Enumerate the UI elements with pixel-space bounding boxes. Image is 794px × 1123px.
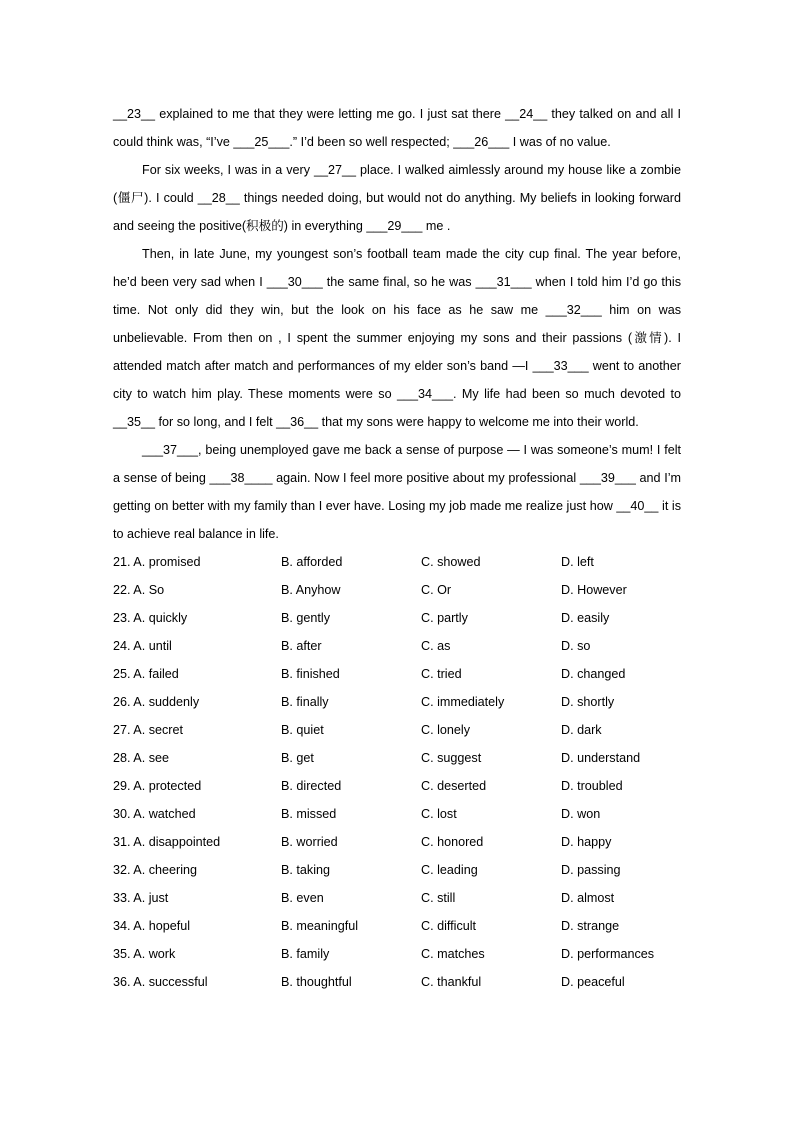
option-d: D. performances <box>561 947 655 961</box>
passage-paragraph-2: For six weeks, I was in a very __27__ place. I walked aimlessly around my house like a zombie (僵尸). I could __28__ things needed doing, but would not do anything. My beliefs in looking forward and seeing the positive(积极的) in everything ___29___ me . <box>113 163 681 233</box>
option-c: C. matches <box>421 947 485 961</box>
option-a: 29. A. protected <box>113 779 202 793</box>
option-c: C. deserted <box>421 779 487 793</box>
option-d: D. almost <box>561 891 615 905</box>
option-c: C. still <box>421 891 456 905</box>
question-row <box>113 912 681 940</box>
option-a: 22. A. So <box>113 583 165 597</box>
option-a: 32. A. cheering <box>113 863 198 877</box>
option-a: 25. A. failed <box>113 667 179 681</box>
option-d: D. happy <box>561 835 612 849</box>
passage-paragraph-4: ___37___, being unemployed gave me back a sense of purpose — I was someone’s mum! I felt a sense of being ___38____ again. Now I feel more positive about my professional ___39___ and I’m getting on better with my family than I ever have. Losing my job made me realize just how __40__ it is to achieve real balance in life. <box>113 443 681 541</box>
option-a: 34. A. hopeful <box>113 919 191 933</box>
option-d: D. troubled <box>561 779 623 793</box>
option-b: B. gently <box>281 611 331 625</box>
option-b: B. worried <box>281 835 338 849</box>
question-row <box>113 968 681 996</box>
option-a: 35. A. work <box>113 947 176 961</box>
question-row <box>113 548 681 576</box>
question-row <box>113 576 681 604</box>
option-d: D. changed <box>561 667 626 681</box>
option-b: B. thoughtful <box>281 975 352 989</box>
option-c: C. thankful <box>421 975 482 989</box>
option-b: B. taking <box>281 863 331 877</box>
question-row <box>113 604 681 632</box>
option-c: C. Or <box>421 583 452 597</box>
question-row <box>113 772 681 800</box>
option-c: C. tried <box>421 667 462 681</box>
option-a: 30. A. watched <box>113 807 196 821</box>
option-a: 36. A. successful <box>113 975 208 989</box>
option-d: D. so <box>561 639 591 653</box>
option-b: B. finally <box>281 695 329 709</box>
option-c: C. difficult <box>421 919 477 933</box>
option-d: D. left <box>561 555 594 569</box>
passage-paragraph-3: Then, in late June, my youngest son’s football team made the city cup final. The year before, he’d been very sad when I ___30___ the same final, so he was ___31___ when I told him I’d go this time. Not only did they win, but the look on his face as he saw me ___32___ him on was unbelievable. From then on , I spent the summer enjoying my sons and their passions (激情). I attended match after match and performances of my elder son’s band —I ___33___ went to another city to watch him play. These moments were so ___34___. My life had been so much devoted to __35__ for so long, and I felt __36__ that my sons were happy to welcome me into their world. <box>113 247 681 429</box>
question-row <box>113 632 681 660</box>
option-d: D. easily <box>561 611 610 625</box>
option-d: D. However <box>561 583 627 597</box>
option-a: 31. A. disappointed <box>113 835 221 849</box>
option-a: 23. A. quickly <box>113 611 188 625</box>
question-row <box>113 828 681 856</box>
option-b: B. Anyhow <box>281 583 341 597</box>
option-a: 21. A. promised <box>113 555 201 569</box>
option-d: D. peaceful <box>561 975 625 989</box>
option-b: B. directed <box>281 779 342 793</box>
question-row <box>113 940 681 968</box>
question-row <box>113 856 681 884</box>
option-d: D. passing <box>561 863 621 877</box>
option-c: C. suggest <box>421 751 482 765</box>
option-b: B. family <box>281 947 330 961</box>
option-d: D. understand <box>561 751 641 765</box>
answer-options-list <box>113 548 681 996</box>
option-a: 24. A. until <box>113 639 172 653</box>
question-row <box>113 884 681 912</box>
cloze-passage <box>113 100 681 548</box>
option-b: B. meaningful <box>281 919 359 933</box>
option-a: 26. A. suddenly <box>113 695 200 709</box>
option-c: C. lost <box>421 807 457 821</box>
question-row <box>113 688 681 716</box>
passage-paragraph-1: __23__ explained to me that they were letting me go. I just sat there __24__ they talked on and all I could think was, “I’ve ___25___.” I’d been so well respected; ___26___ I was of no value. <box>113 107 681 149</box>
option-b: B. missed <box>281 807 337 821</box>
option-c: C. immediately <box>421 695 505 709</box>
question-row <box>113 660 681 688</box>
question-row <box>113 716 681 744</box>
option-c: C. leading <box>421 863 478 877</box>
question-row <box>113 800 681 828</box>
option-d: D. won <box>561 807 601 821</box>
option-d: D. shortly <box>561 695 615 709</box>
option-a: 28. A. see <box>113 751 170 765</box>
option-c: C. partly <box>421 611 468 625</box>
option-c: C. honored <box>421 835 484 849</box>
option-c: C. showed <box>421 555 481 569</box>
option-b: B. even <box>281 891 324 905</box>
option-b: B. afforded <box>281 555 343 569</box>
option-b: B. after <box>281 639 322 653</box>
document-page <box>113 100 681 996</box>
option-c: C. lonely <box>421 723 470 737</box>
option-b: B. finished <box>281 667 340 681</box>
question-row <box>113 744 681 772</box>
option-b: B. get <box>281 751 314 765</box>
option-b: B. quiet <box>281 723 324 737</box>
option-a: 27. A. secret <box>113 723 184 737</box>
option-c: C. as <box>421 639 451 653</box>
option-a: 33. A. just <box>113 891 169 905</box>
option-d: D. strange <box>561 919 620 933</box>
option-d: D. dark <box>561 723 602 737</box>
